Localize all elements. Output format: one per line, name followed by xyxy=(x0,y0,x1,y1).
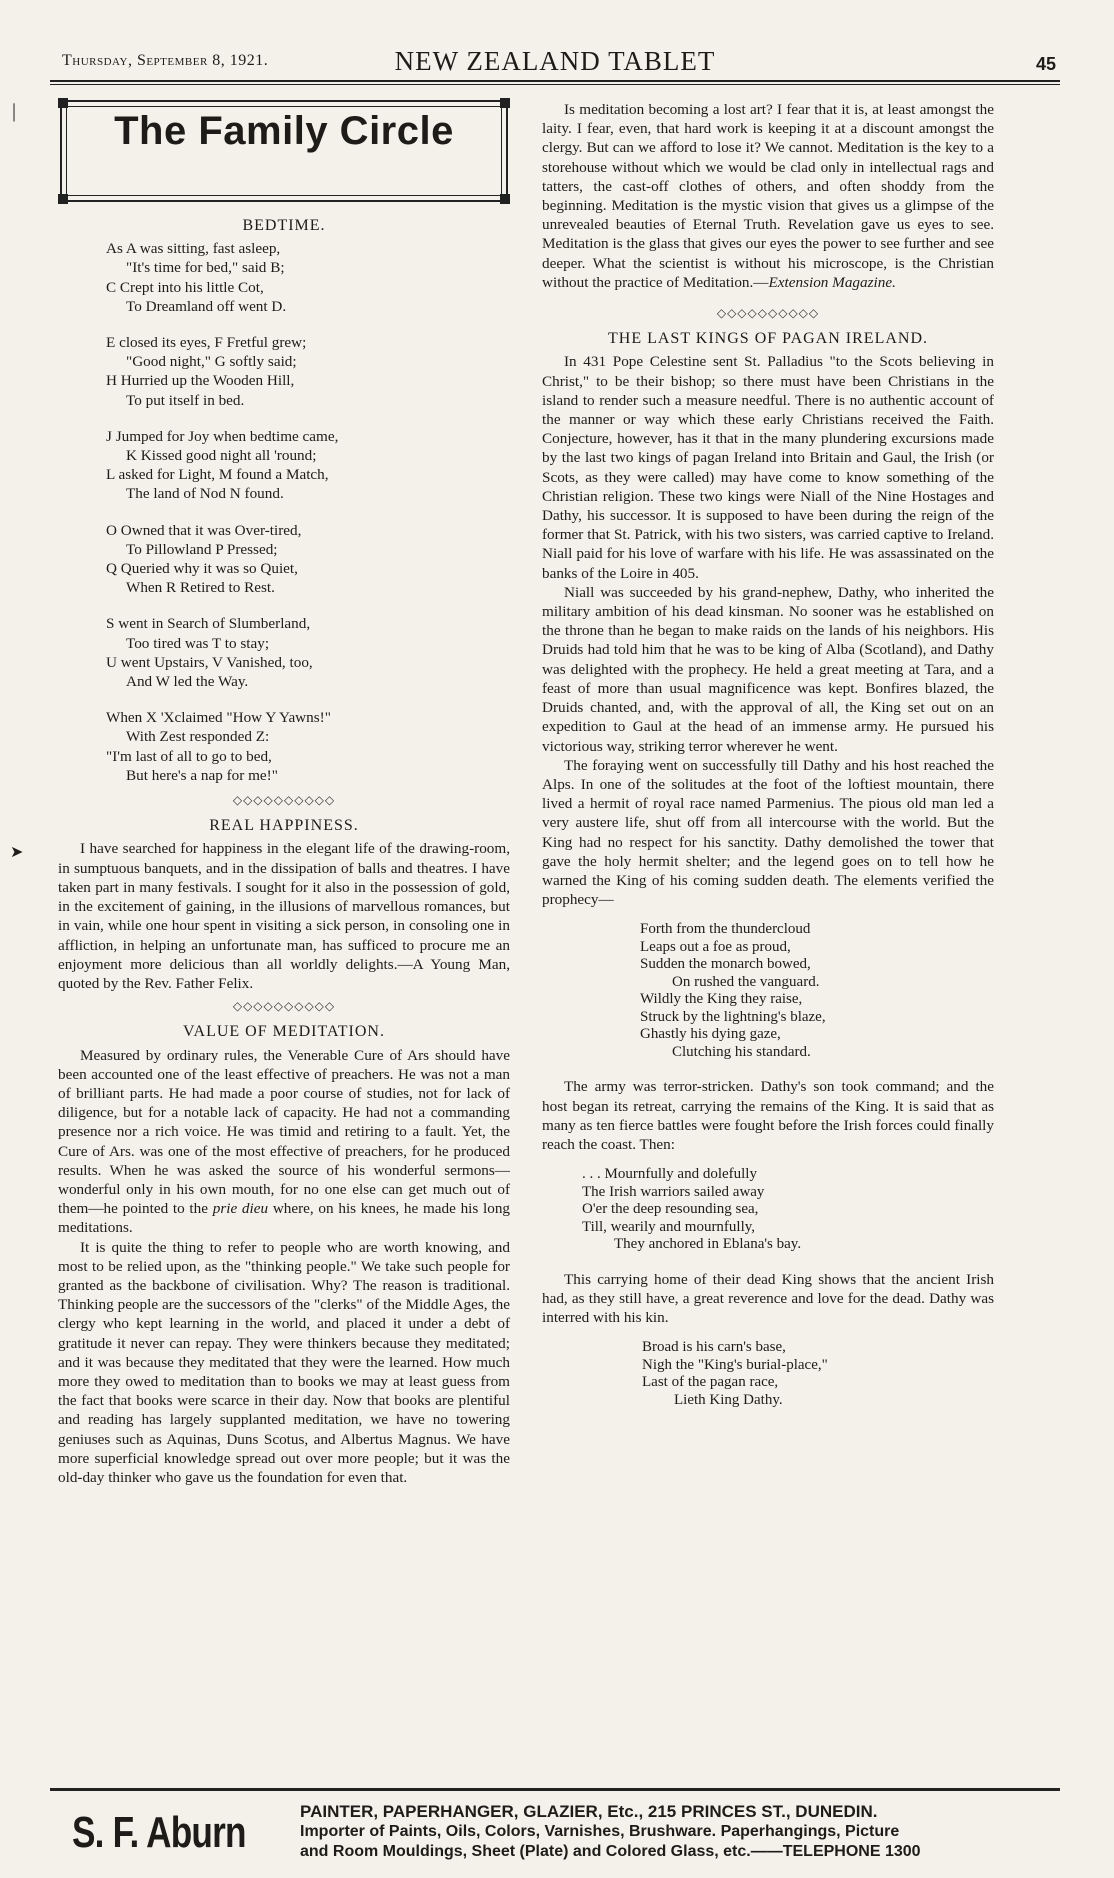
poem-line: But here's a nap for me!" xyxy=(126,766,278,784)
poem-line: "I'm last of all to go to bed, xyxy=(106,747,272,765)
verse-line: Till, wearily and mournfully, xyxy=(582,1218,756,1235)
poem-stanza xyxy=(106,427,510,504)
poem-line: U went Upstairs, V Vanished, too, xyxy=(106,653,313,671)
header-rule xyxy=(50,80,1060,82)
poem-line: When X 'Xclaimed "How Y Yawns!" xyxy=(106,709,331,727)
verse-line: Nigh the "King's burial-place," xyxy=(642,1356,828,1373)
last-kings-paragraph-2: Niall was succeeded by his grand-nephew, Dathy, who inherited the military ambition of his dead kinsman. No sooner was he established on the throne than he began to make raids on the lands of his neighbors. His Druids had told him that he was to be king of Alba (Scotland), and Dathy was delighted with the prophecy. He held a great meeting at Tara, and a feast of more than usual magnificence was kept. Bonfires blazed, the Druids chanted, and, with the approval of all, the King set out on an expedition to Gaul at the head of an immense army. He pursued his victorious way, striking terror wherever he went. xyxy=(542,583,994,755)
poem-line: "Good night," G softly said; xyxy=(126,353,297,371)
issue-date: Thursday, September 8, 1921. xyxy=(62,52,269,69)
poem-line: Too tired was T to stay; xyxy=(126,634,270,652)
margin-mark-top: | xyxy=(12,100,17,122)
last-kings-paragraph-4: The army was terror-stricken. Dathy's son took command; and the host began its retreat, carrying the remains of the King. It is said that as many as ten fierce battles were fought before the Irish forces could finally reach the coast. Then: xyxy=(542,1078,994,1153)
meditation-source: Extension Magazine. xyxy=(768,273,896,291)
poem-line: L asked for Light, M found a Match, xyxy=(106,466,329,484)
poem-line: K Kissed good night all 'round; xyxy=(126,447,317,465)
corner-ornament xyxy=(500,194,510,204)
corner-ornament xyxy=(58,194,68,204)
poem-stanza xyxy=(106,333,510,410)
poem-line: C Crept into his little Cot, xyxy=(106,278,264,296)
poem-line: And W led the Way. xyxy=(126,673,249,691)
poem-line: To Dreamland off went D. xyxy=(126,297,287,315)
verse-line: . . . Mournfully and dolefully xyxy=(582,1166,757,1183)
poem-stanza xyxy=(106,614,510,691)
poem-line: To put itself in bed. xyxy=(126,391,245,409)
poem-line: As A was sitting, fast asleep, xyxy=(106,240,281,258)
poem-line: With Zest responded Z: xyxy=(126,728,270,746)
verse-broad-carn xyxy=(642,1339,994,1409)
family-circle-title: The Family Circle xyxy=(114,109,454,153)
left-column xyxy=(58,100,510,1487)
last-kings-paragraph-5: This carrying home of their dead King shows that the ancient Irish had, as they still have, a great reverence and love for the dead. Dathy was interred with his kin. xyxy=(542,1270,994,1327)
section-divider-ornament: ◇◇◇◇◇◇◇◇◇◇ xyxy=(232,999,336,1014)
section-divider-ornament: ◇◇◇◇◇◇◇◇◇◇ xyxy=(716,306,820,321)
verse-line: Lieth King Dathy. xyxy=(674,1391,783,1408)
poem-line: S went in Search of Slumberland, xyxy=(106,615,311,633)
meditation-p1-text: Measured by ordinary rules, the Venerable Cure of Ars should have been accounted one of the least effective of preachers. He was not a man of brilliant parts. He had made a poor course of studies, not for lack of diligence, but for a notable lack of capacity. He had not a commanding presence nor a rich voice. He was timid and retiring to a fault. Yet, the Cure of Ars. was one of the most effective of preachers, for he produced results. When he was asked the source of his wonderful sermons—wonderful only in his own mouth, for no one else can get much out of them—he pointed to the xyxy=(58,1046,510,1218)
corner-ornament xyxy=(500,98,510,108)
advert-line-2: Importer of Paints, Oils, Colors, Varnishes, Brushware. Paperhangings, Picture xyxy=(300,1823,900,1840)
verse-line: They anchored in Eblana's bay. xyxy=(614,1236,802,1253)
meditation-p1-text-end: where, on his knees, he made his long meditations. xyxy=(58,1200,511,1237)
poem-line: H Hurried up the Wooden Hill, xyxy=(106,372,295,390)
verse-line: Last of the pagan race, xyxy=(642,1374,779,1391)
poem-line: The land of Nod N found. xyxy=(126,485,284,503)
verse-line: Sudden the monarch bowed, xyxy=(640,956,811,973)
verse-line: Broad is his carn's base, xyxy=(642,1339,786,1356)
advertisement xyxy=(50,1794,1060,1874)
poem-line: E closed its eyes, F Fretful grew; xyxy=(106,334,307,352)
meditation-p3-text: Is meditation becoming a lost art? I fear that it is, at least amongst the laity. I fear, even, that hard work is keeping it at a discount amongst the clergy. But can we afford to lose it? We cannot. Meditation is the key to a storehouse without which we would be clad only in intellectual rags and tatters, the cast-off clothes of others, and often shoddy from the beginning. Meditation is the mystic vision that gives us a glimpse of the unrevealed beauties of Eternal Truth. Revelation gave us eyes to see. Meditation is the glass that gives our eyes the power to see further and see deeper. What the scientist is without his microscope, is the Christian without the practice of Meditation.— xyxy=(542,101,994,291)
family-circle-banner xyxy=(60,100,508,202)
verse-line: O'er the deep resounding sea, xyxy=(582,1201,759,1218)
verse-line: Struck by the lightning's blaze, xyxy=(640,1008,826,1025)
verse-line: Leaps out a foe as proud, xyxy=(640,938,791,955)
poem-line: "It's time for bed," said B; xyxy=(126,259,285,277)
advertiser-name: S. F. Aburn xyxy=(72,1808,246,1857)
bedtime-title: BEDTIME. xyxy=(242,217,326,234)
meditation-paragraph-1 xyxy=(58,1046,510,1238)
value-of-meditation-title: VALUE OF MEDITATION. xyxy=(183,1023,385,1041)
real-happiness-paragraph: I have searched for happiness in the elegant life of the drawing-room, in sumptuous banquets, and in the dissipation of balls and theatres. I have taken part in many festivals. I sought for it also in the possession of gold, in the excitement of gaining, in the illusions of marvellous romances, but in vain, while one hour spent in visiting a sick person, in consoling one in affliction, in helping an unfortunate man, has sufficed to procure me an enjoyment more delicious than all worldly delights.—A Young Man, quoted by the Rev. Father Felix. xyxy=(58,840,510,992)
poem-stanza xyxy=(106,521,510,598)
right-column xyxy=(542,100,994,1425)
poem-line: O Owned that it was Over-tired, xyxy=(106,521,302,539)
margin-mark-arrow: ➤ xyxy=(10,844,24,861)
verse-line: The Irish warriors sailed away xyxy=(582,1183,765,1200)
verse-line: Wildly the King they raise, xyxy=(640,991,803,1008)
advert-line-1: PAINTER, PAPERHANGER, GLAZIER, Etc., 215 PRINCES ST., DUNEDIN. xyxy=(300,1802,878,1821)
page-header xyxy=(50,44,1060,78)
poem-stanza xyxy=(106,239,510,316)
verse-line: On rushed the vanguard. xyxy=(672,973,820,990)
last-kings-paragraph-3: The foraying went on successfully till Dathy and his host reached the Alps. In one of the solitudes at the foot of the loftiest mountain, there lived a hermit of royal race named Parmenius. The pious old man led a very austere life, shut off from all intercourse with the world. But the King had no respect for his sanctity. Dathy demolished the tower that gave the holy hermit shelter; and the legend goes on to tell how he warned the King of his coming sudden death. The elements verified the prophecy— xyxy=(542,756,994,909)
bedtime-poem xyxy=(106,239,510,785)
real-happiness-title: REAL HAPPINESS. xyxy=(209,817,359,835)
verse-line: Clutching his standard. xyxy=(672,1043,811,1060)
poem-stanza xyxy=(106,708,510,785)
verse-thundercloud xyxy=(640,921,994,1061)
poem-line: To Pillowland P Pressed; xyxy=(126,540,278,558)
advert-text xyxy=(300,1802,1060,1862)
poem-line: When R Retired to Rest. xyxy=(126,579,275,597)
meditation-paragraph-3 xyxy=(542,100,994,292)
publication-title: NEW ZEALAND TABLET xyxy=(394,46,716,76)
verse-line: Forth from the thundercloud xyxy=(640,921,811,938)
page-number: 45 xyxy=(1035,54,1056,74)
section-divider-ornament: ◇◇◇◇◇◇◇◇◇◇ xyxy=(232,793,336,808)
meditation-p1-italic: prie dieu xyxy=(212,1200,269,1218)
footer-rule xyxy=(50,1788,1060,1791)
header-rule-thin xyxy=(50,84,1060,85)
last-kings-paragraph-1: In 431 Pope Celestine sent St. Palladius "to the Scots believing in Christ," to be their bishop; so there must have been Christians in the island to render such a measure needful. There is no authentic account of the manner or way which these early Christians received the Faith. Conjecture, however, has it that in the many plundering excursions made by the last two kings of pagan Ireland into Britain and Gaul, the Irish (or Scots, as they were called) may have come to know something of the Christian religion. These two kings were Niall of the Nine Hostages and Dathy, his successor. It is supposed to have been during the reign of the former that St. Patrick, with his two sisters, was carried captive to Ireland. Niall paid for his love of warfare with his life. He was assassinated on the banks of the Loire in 405. xyxy=(542,353,994,582)
poem-line: J Jumped for Joy when bedtime came, xyxy=(106,427,339,445)
verse-mournfully xyxy=(582,1166,994,1254)
verse-line: Ghastly his dying gaze, xyxy=(640,1026,781,1043)
advert-line-3: and Room Mouldings, Sheet (Plate) and Colored Glass, etc.——TELEPHONE 1300 xyxy=(300,1843,921,1860)
meditation-paragraph-2: It is quite the thing to refer to people who are worth knowing, and most to be relied upon, as the "thinking people." We take such people for granted as the backbone of civilisation. Why? The reason is traditional. Thinking people are the successors of the "clerks" of the Middle Ages, the clergy who kept learning in the world, and placed it under a debt of gratitude it never can repay. They were thinkers because they meditated; and it was because they meditated that they were the learned. How much more they owed to meditation than to books we may at least guess from the fact that books were scarce in their day. Now that books are plentiful and reading has largely supplanted meditation, we have no towering geniuses such as Aquinas, Duns Scotus, and Albertus Magnus. We have more superficial knowledge spread out over more people; but it was the old-day thinker who gave us the foundation for even that. xyxy=(58,1238,510,1486)
corner-ornament xyxy=(58,98,68,108)
last-kings-title: THE LAST KINGS OF PAGAN IRELAND. xyxy=(607,330,928,348)
poem-line: Q Queried why it was so Quiet, xyxy=(106,560,298,578)
